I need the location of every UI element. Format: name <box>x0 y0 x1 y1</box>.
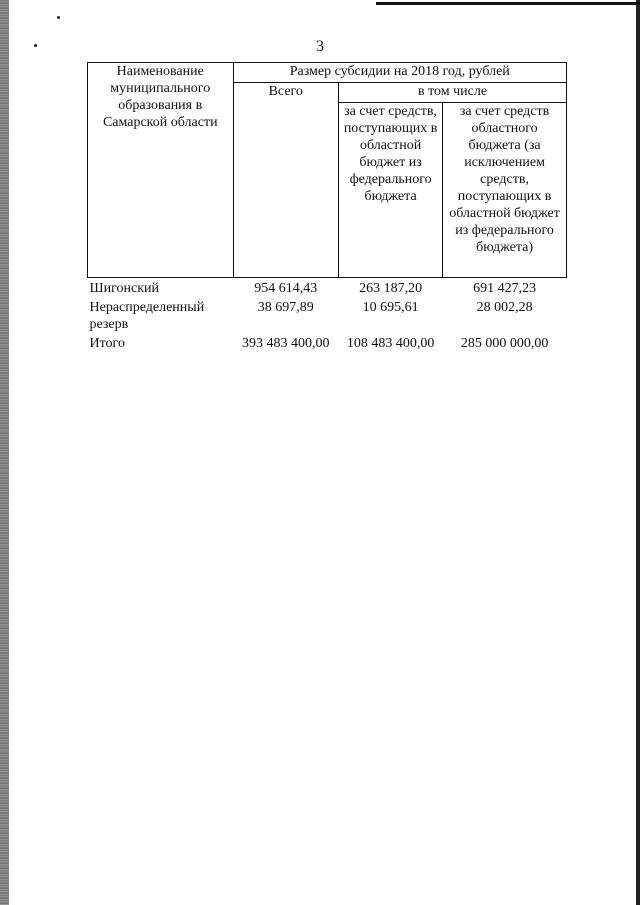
page-number: 3 <box>316 38 324 55</box>
row-total: 38 697,89 <box>257 300 314 315</box>
table-row-total <box>88 333 567 352</box>
table-row <box>88 278 567 298</box>
row-federal: 263 187,20 <box>359 281 423 296</box>
header-municipality: Наименование муниципального образования в Самарской области <box>88 63 234 278</box>
row-regional: 28 002,28 <box>476 300 533 315</box>
table-row <box>88 297 567 333</box>
row-total: 393 483 400,00 <box>242 336 330 351</box>
header-subsidy-2018: Размер субсидии на 2018 год, рублей <box>233 63 567 83</box>
scan-edge-left <box>0 0 9 905</box>
header-federal-funds: за счет средств, поступающих в областной бюджет из федерального бюджета <box>339 103 443 278</box>
header-regional-funds: за счет средств областного бюджета (за исключением средств, поступающих в областной бюджет из федерального бюджета) <box>443 103 567 278</box>
header-row-1 <box>88 63 567 83</box>
row-federal: 108 483 400,00 <box>346 336 435 351</box>
row-name: Итого <box>89 336 125 351</box>
subsidy-table <box>87 62 567 352</box>
row-regional: 285 000 000,00 <box>460 336 549 351</box>
row-total: 954 614,43 <box>254 281 318 296</box>
row-name: Шигонский <box>89 281 160 296</box>
header-total: Всего <box>233 83 339 278</box>
row-regional: 691 427,23 <box>473 281 537 296</box>
scan-speck <box>57 16 60 19</box>
row-name: Нераспределенный резерв <box>89 300 205 332</box>
scan-top-bar <box>376 2 640 5</box>
row-federal: 10 695,61 <box>362 300 419 315</box>
header-including: в том числе <box>339 83 567 103</box>
scan-edge-right <box>636 0 640 905</box>
